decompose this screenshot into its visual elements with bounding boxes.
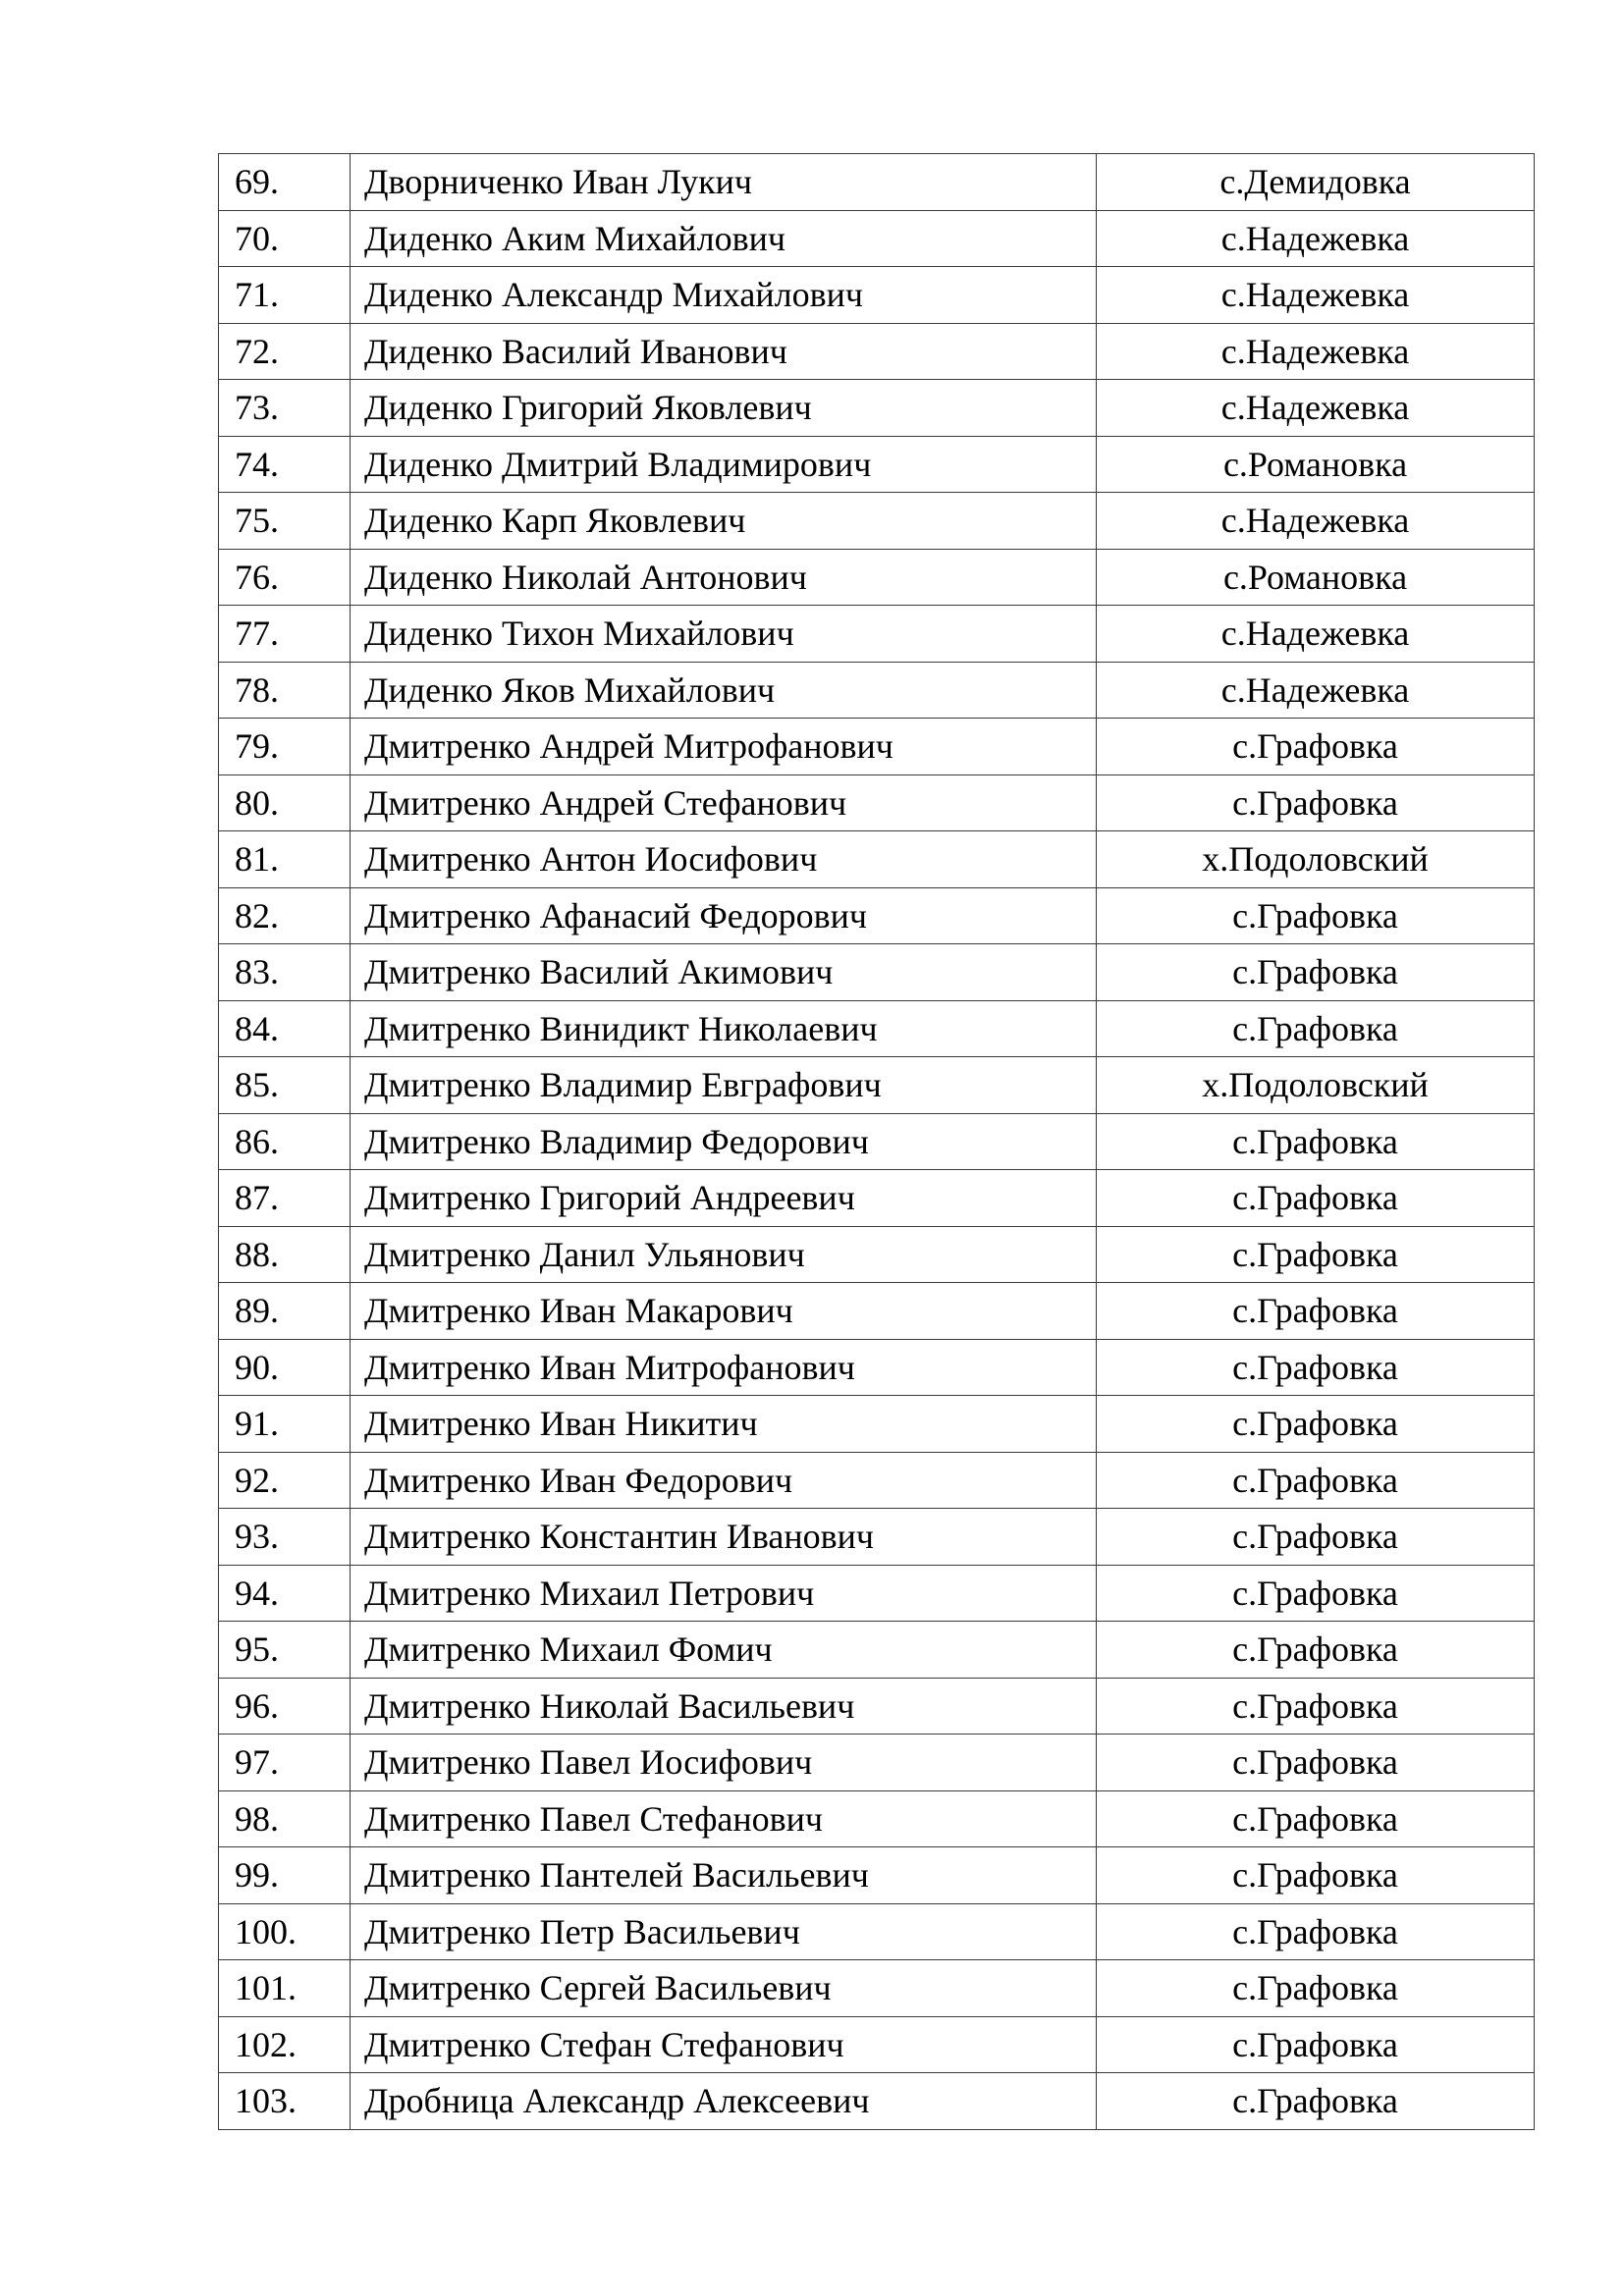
row-number: 101.	[219, 1960, 351, 2017]
person-name: Дробница Александр Алексеевич	[351, 2073, 1097, 2130]
person-name: Дмитренко Данил Ульянович	[351, 1226, 1097, 1283]
person-name: Дмитренко Афанасий Федорович	[351, 887, 1097, 944]
person-name: Дмитренко Павел Иосифович	[351, 1735, 1097, 1791]
table-row	[219, 774, 1535, 831]
settlement-name: с.Романовка	[1097, 436, 1535, 493]
person-name: Дмитренко Пантелей Васильевич	[351, 1847, 1097, 1904]
row-number: 91.	[219, 1396, 351, 1453]
settlement-name: с.Надежевка	[1097, 606, 1535, 663]
settlement-name: с.Графовка	[1097, 1678, 1535, 1735]
person-name: Дмитренко Владимир Федорович	[351, 1113, 1097, 1170]
table-row	[219, 887, 1535, 944]
row-number: 87.	[219, 1170, 351, 1227]
row-number: 102.	[219, 2016, 351, 2073]
settlement-name: с.Надежевка	[1097, 662, 1535, 719]
settlement-name: с.Графовка	[1097, 887, 1535, 944]
settlement-name: с.Демидовка	[1097, 154, 1535, 211]
row-number: 97.	[219, 1735, 351, 1791]
table-row	[219, 380, 1535, 437]
settlement-name: с.Графовка	[1097, 1903, 1535, 1960]
row-number: 90.	[219, 1339, 351, 1396]
person-name: Диденко Василий Иванович	[351, 323, 1097, 380]
table-row	[219, 1790, 1535, 1847]
settlement-name: с.Надежевка	[1097, 210, 1535, 267]
settlement-name: с.Графовка	[1097, 719, 1535, 775]
table-row	[219, 1283, 1535, 1340]
table-row	[219, 662, 1535, 719]
table-row	[219, 1057, 1535, 1114]
row-number: 80.	[219, 774, 351, 831]
row-number: 86.	[219, 1113, 351, 1170]
settlement-name: с.Графовка	[1097, 2073, 1535, 2130]
table-row	[219, 1622, 1535, 1679]
table-row	[219, 493, 1535, 550]
settlement-name: с.Графовка	[1097, 1565, 1535, 1622]
table-row	[219, 1000, 1535, 1057]
row-number: 83.	[219, 944, 351, 1001]
settlement-name: с.Графовка	[1097, 2016, 1535, 2073]
settlement-name: с.Графовка	[1097, 1339, 1535, 1396]
table-row	[219, 267, 1535, 324]
table-row	[219, 1847, 1535, 1904]
row-number: 99.	[219, 1847, 351, 1904]
person-name: Дмитренко Андрей Митрофанович	[351, 719, 1097, 775]
row-number: 81.	[219, 831, 351, 888]
row-number: 77.	[219, 606, 351, 663]
person-name: Диденко Николай Антонович	[351, 549, 1097, 606]
table-row	[219, 1565, 1535, 1622]
settlement-name: х.Подоловский	[1097, 1057, 1535, 1114]
row-number: 94.	[219, 1565, 351, 1622]
settlement-name: с.Графовка	[1097, 1283, 1535, 1340]
person-name: Дмитренко Павел Стефанович	[351, 1790, 1097, 1847]
settlement-name: с.Графовка	[1097, 1452, 1535, 1509]
row-number: 73.	[219, 380, 351, 437]
row-number: 89.	[219, 1283, 351, 1340]
person-name: Диденко Яков Михайлович	[351, 662, 1097, 719]
table-row	[219, 1170, 1535, 1227]
table-row	[219, 944, 1535, 1001]
person-name: Дмитренко Николай Васильевич	[351, 1678, 1097, 1735]
row-number: 78.	[219, 662, 351, 719]
table-row	[219, 606, 1535, 663]
settlement-name: с.Графовка	[1097, 944, 1535, 1001]
table-row	[219, 210, 1535, 267]
person-name: Дмитренко Сергей Васильевич	[351, 1960, 1097, 2017]
settlement-name: с.Надежевка	[1097, 493, 1535, 550]
settlement-name: с.Графовка	[1097, 1113, 1535, 1170]
row-number: 72.	[219, 323, 351, 380]
settlement-name: с.Надежевка	[1097, 380, 1535, 437]
row-number: 103.	[219, 2073, 351, 2130]
table-row	[219, 1226, 1535, 1283]
table-row	[219, 154, 1535, 211]
table-row	[219, 323, 1535, 380]
table-row	[219, 719, 1535, 775]
person-name: Дмитренко Иван Митрофанович	[351, 1339, 1097, 1396]
table-row	[219, 1678, 1535, 1735]
settlement-name: с.Романовка	[1097, 549, 1535, 606]
person-name: Диденко Александр Михайлович	[351, 267, 1097, 324]
row-number: 76.	[219, 549, 351, 606]
person-name: Диденко Карп Яковлевич	[351, 493, 1097, 550]
person-name: Дмитренко Иван Макарович	[351, 1283, 1097, 1340]
person-name: Дмитренко Антон Иосифович	[351, 831, 1097, 888]
row-number: 69.	[219, 154, 351, 211]
settlement-name: с.Графовка	[1097, 1509, 1535, 1566]
settlement-name: с.Графовка	[1097, 1847, 1535, 1904]
row-number: 71.	[219, 267, 351, 324]
row-number: 70.	[219, 210, 351, 267]
person-name: Дмитренко Андрей Стефанович	[351, 774, 1097, 831]
row-number: 88.	[219, 1226, 351, 1283]
settlement-name: с.Надежевка	[1097, 323, 1535, 380]
table-row	[219, 1960, 1535, 2017]
settlement-name: с.Графовка	[1097, 1960, 1535, 2017]
settlement-name: х.Подоловский	[1097, 831, 1535, 888]
table-row	[219, 1735, 1535, 1791]
row-number: 84.	[219, 1000, 351, 1057]
row-number: 75.	[219, 493, 351, 550]
person-name: Дмитренко Владимир Евграфович	[351, 1057, 1097, 1114]
person-name: Дмитренко Петр Васильевич	[351, 1903, 1097, 1960]
table-row	[219, 1509, 1535, 1566]
settlement-name: с.Графовка	[1097, 1226, 1535, 1283]
person-name: Диденко Тихон Михайлович	[351, 606, 1097, 663]
table-row	[219, 1903, 1535, 1960]
settlement-name: с.Графовка	[1097, 1396, 1535, 1453]
person-name: Дмитренко Григорий Андреевич	[351, 1170, 1097, 1227]
settlement-name: с.Графовка	[1097, 1170, 1535, 1227]
settlement-name: с.Графовка	[1097, 1000, 1535, 1057]
settlement-name: с.Надежевка	[1097, 267, 1535, 324]
person-name: Дворниченко Иван Лукич	[351, 154, 1097, 211]
table-row	[219, 831, 1535, 888]
settlement-name: с.Графовка	[1097, 774, 1535, 831]
row-number: 92.	[219, 1452, 351, 1509]
roster-table	[218, 153, 1535, 2130]
row-number: 79.	[219, 719, 351, 775]
table-row	[219, 1452, 1535, 1509]
row-number: 93.	[219, 1509, 351, 1566]
person-name: Дмитренко Иван Федорович	[351, 1452, 1097, 1509]
settlement-name: с.Графовка	[1097, 1735, 1535, 1791]
person-name: Дмитренко Василий Акимович	[351, 944, 1097, 1001]
settlement-name: с.Графовка	[1097, 1622, 1535, 1679]
person-name: Диденко Дмитрий Владимирович	[351, 436, 1097, 493]
table-row	[219, 549, 1535, 606]
row-number: 74.	[219, 436, 351, 493]
row-number: 96.	[219, 1678, 351, 1735]
person-name: Дмитренко Винидикт Николаевич	[351, 1000, 1097, 1057]
person-name: Дмитренко Михаил Петрович	[351, 1565, 1097, 1622]
row-number: 98.	[219, 1790, 351, 1847]
table-row	[219, 2073, 1535, 2130]
settlement-name: с.Графовка	[1097, 1790, 1535, 1847]
person-name: Дмитренко Иван Никитич	[351, 1396, 1097, 1453]
person-name: Дмитренко Стефан Стефанович	[351, 2016, 1097, 2073]
row-number: 85.	[219, 1057, 351, 1114]
table-row	[219, 1339, 1535, 1396]
table-row	[219, 436, 1535, 493]
person-name: Диденко Григорий Яковлевич	[351, 380, 1097, 437]
person-name: Диденко Аким Михайлович	[351, 210, 1097, 267]
table-row	[219, 1396, 1535, 1453]
table-row	[219, 1113, 1535, 1170]
person-name: Дмитренко Константин Иванович	[351, 1509, 1097, 1566]
row-number: 100.	[219, 1903, 351, 1960]
row-number: 82.	[219, 887, 351, 944]
row-number: 95.	[219, 1622, 351, 1679]
roster-table-body	[219, 154, 1535, 2130]
table-row	[219, 2016, 1535, 2073]
person-name: Дмитренко Михаил Фомич	[351, 1622, 1097, 1679]
